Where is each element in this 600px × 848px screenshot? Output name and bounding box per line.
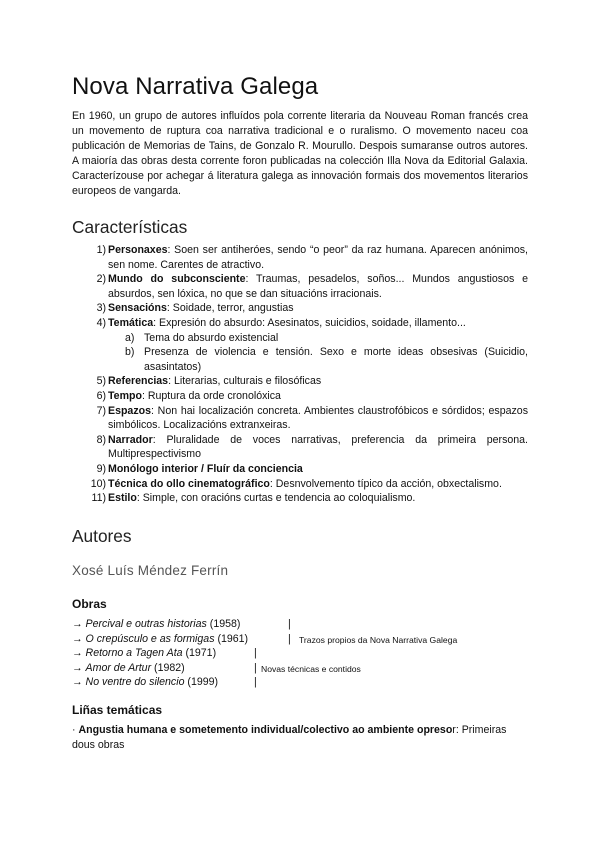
item-term: Tempo xyxy=(108,389,142,402)
item-text: : Literarias, culturais e filosóficas xyxy=(168,375,322,388)
characteristic-item xyxy=(72,374,528,389)
item-term: Monólogo interior / Fluír da conciencia xyxy=(108,462,303,475)
item-number: 2) xyxy=(96,273,106,286)
theme-text: r: Primeiras dous obras xyxy=(72,724,507,751)
work-year: (1982) xyxy=(151,661,185,674)
item-text: : Desnvolvemento típico da acción, obxectalismo. xyxy=(269,477,502,490)
item-text: : Traumas, pesadelos, soños... Mundos angustiosos e absurdos, sen lóxica, no que se dan situacións irracionais. xyxy=(108,273,528,300)
brace-bar: | xyxy=(254,661,257,674)
work-title: O crepúsculo e as formigas xyxy=(85,632,215,645)
work-year: (1971) xyxy=(182,647,217,660)
characteristic-item xyxy=(72,491,528,506)
item-number: 4) xyxy=(96,316,106,329)
item-number: 11) xyxy=(91,492,106,505)
item-term: Narrador xyxy=(108,433,153,446)
work-title: Retorno a Tagen Ata xyxy=(85,647,183,660)
work-title: Percival e outras historias xyxy=(85,618,207,630)
item-number: 6) xyxy=(96,389,106,402)
works-list xyxy=(72,617,528,690)
work-note: Novas técnicas e contidos xyxy=(261,663,361,674)
characteristic-item xyxy=(72,272,528,301)
arrow-icon: → xyxy=(72,661,83,674)
item-text: : Ruptura da orde cronolóxica xyxy=(141,389,281,402)
characteristic-item xyxy=(72,404,528,433)
item-text: : Expresión do absurdo: Asesinatos, suicidios, soidade, illamento... xyxy=(153,316,466,329)
sub-item-number: a) xyxy=(125,331,135,344)
work-item xyxy=(72,646,528,661)
item-number: 5) xyxy=(96,375,106,388)
author-name: Xosé Luís Méndez Ferrín xyxy=(72,563,229,578)
theme-paragraph xyxy=(72,723,528,752)
brace-bar: | xyxy=(254,647,257,660)
characteristic-item xyxy=(72,389,528,404)
arrow-icon: → xyxy=(72,647,83,660)
work-year: (1961) xyxy=(214,632,249,645)
work-title: No ventre do silencio xyxy=(85,676,185,689)
work-item xyxy=(72,661,528,676)
brace-bar: | xyxy=(288,618,291,630)
item-term: Mundo do subconsciente xyxy=(108,273,246,286)
item-term: Temática xyxy=(108,316,154,329)
sub-item xyxy=(108,345,528,374)
arrow-icon: → xyxy=(72,676,83,689)
characteristic-item xyxy=(72,433,528,462)
item-number: 10) xyxy=(90,477,106,490)
characteristics-list xyxy=(72,243,528,506)
item-number: 9) xyxy=(96,462,106,475)
item-text: : Non hai localización concreta. Ambientes claustrofóbicos e sórdidos; espazos simbólicos. Localizacións extranxeiras. xyxy=(108,404,528,432)
characteristic-item xyxy=(72,301,528,316)
item-number: 3) xyxy=(96,302,106,315)
work-item xyxy=(72,617,528,632)
work-title: Amor de Artur xyxy=(85,661,152,674)
theme-term: Angustia humana e sometemento individual/colectivo ao ambiente opreso xyxy=(78,724,453,736)
intro-paragraph: En 1960, un grupo de autores influídos pola corrente literaria da Nouveau Roman francés crea un movemento de ruptura coa narrativa tradicional e o ruralismo. O movemento naceu coa publicación de Memorias de Tains, de Gonzalo R. Mourullo. Despois sumaranse outros autores. A maioría das obras desta corrente foron publicadas na colección Illa Nova da Editorial Galaxia. Caracterízouse por achegar á literatura galega as innovación formais dos movementos literarios europeos de vangarda. xyxy=(72,110,528,197)
sub-item-text: Presenza de violencia e tensión. Sexo e morte ideas obsesivas (Suicidio, asasintatos) xyxy=(144,346,528,373)
item-term: Sensacións xyxy=(108,302,167,315)
arrow-icon: → xyxy=(72,632,83,645)
sub-item-number: b) xyxy=(125,346,135,359)
characteristics-heading: Características xyxy=(72,217,188,237)
item-number: 1) xyxy=(96,244,106,256)
item-text: : Simple, con oracións curtas e tendencia ao coloquialismo. xyxy=(136,492,416,505)
work-year: (1999) xyxy=(184,676,219,689)
characteristic-item xyxy=(72,477,528,492)
sub-list xyxy=(108,331,528,375)
item-term: Espazos xyxy=(108,404,151,417)
item-number: 7) xyxy=(96,404,106,417)
characteristic-item xyxy=(72,462,528,477)
item-text: : Soen ser antiheróes, sendo “o peor” da raz humana. Aparecen anónimos, sen nome. Carentes de atractivo. xyxy=(108,244,528,271)
item-number: 8) xyxy=(96,433,106,446)
item-term: Personaxes xyxy=(108,244,168,256)
characteristic-item xyxy=(72,316,528,374)
item-text: : Soidade, terror, angustias xyxy=(166,302,294,315)
theme-bullet: · xyxy=(72,724,79,736)
item-text: : Pluralidade de voces narrativas, preferencia da primeira persona. Multiprespectivismo xyxy=(108,433,528,461)
themes-heading: Liñas temáticas xyxy=(72,703,163,717)
item-term: Estilo xyxy=(108,492,137,505)
work-note: Trazos propios da Nova Narrativa Galega xyxy=(299,634,458,645)
work-item xyxy=(72,632,528,647)
work-item xyxy=(72,675,528,690)
page-title: Nova Narrativa Galega xyxy=(72,73,319,100)
brace-bar: | xyxy=(254,676,257,689)
item-term: Referencias xyxy=(108,375,169,388)
work-year: (1958) xyxy=(206,618,241,630)
brace-bar: | xyxy=(288,632,291,645)
arrow-icon: → xyxy=(72,618,83,630)
sub-item-text: Tema do absurdo existencial xyxy=(144,331,279,344)
characteristic-item xyxy=(72,243,528,272)
works-heading: Obras xyxy=(72,597,107,611)
authors-heading: Autores xyxy=(72,526,132,546)
sub-item xyxy=(108,331,528,346)
item-term: Técnica do ollo cinematográfico xyxy=(108,477,270,490)
